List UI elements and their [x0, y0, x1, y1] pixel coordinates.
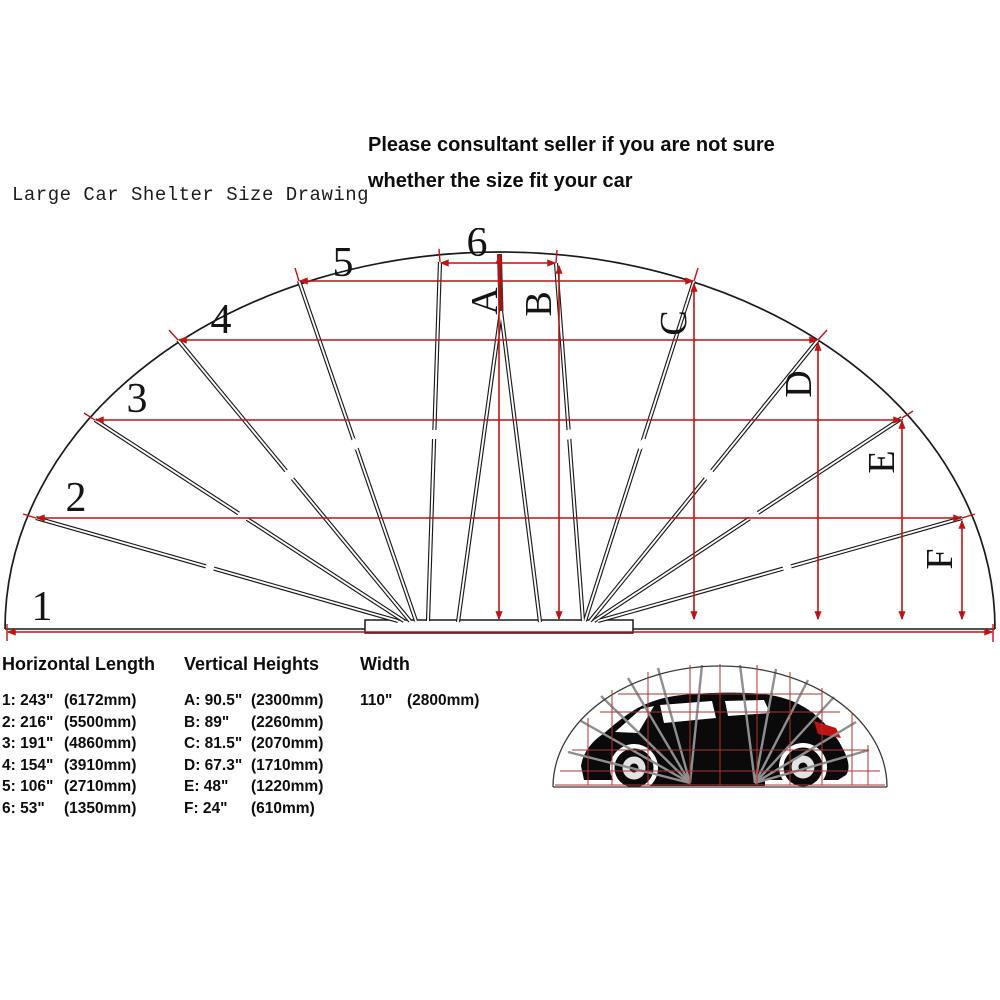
spec-row: 110" (2800mm) [360, 692, 480, 709]
spec-row: 3: 191" (4860mm) [2, 735, 137, 753]
size-diagram-svg [0, 228, 1000, 652]
v-label-F: F [919, 548, 961, 570]
h-label-4: 4 [210, 297, 232, 343]
base-rail [365, 620, 633, 633]
v-label-A: A [464, 287, 506, 315]
car-silhouette [581, 693, 849, 792]
car-shelter-preview-svg [535, 653, 900, 795]
h-label-3: 3 [126, 376, 148, 422]
seller-note-line2: whether the size fit your car [368, 170, 633, 192]
spec-row: C: 81.5" (2070mm) [184, 735, 324, 753]
spec-row: B: 89" (2260mm) [184, 713, 324, 731]
spec-row: 2: 216" (5500mm) [2, 713, 137, 731]
width-spec [360, 654, 520, 712]
v-label-B: B [518, 291, 560, 317]
page-title: Large Car Shelter Size Drawing [12, 184, 370, 206]
h-label-5: 5 [332, 240, 354, 286]
horizontal-length-list [2, 654, 182, 820]
h-label-2: 2 [65, 475, 87, 521]
spec-row: D: 67.3" (1710mm) [184, 756, 324, 774]
vertical-heights-list [184, 654, 362, 820]
width-heading: Width [360, 654, 410, 674]
v-label-D: D [778, 370, 820, 398]
spec-row: 6: 53" (1350mm) [2, 799, 137, 817]
v-label-E: E [861, 450, 903, 474]
seller-note-line1: Please consultant seller if you are not sure [368, 134, 775, 156]
v-label-C: C [653, 310, 695, 336]
spec-row: 1: 243" (6172mm) [2, 692, 137, 709]
horizontal-length-heading: Horizontal Length [2, 654, 155, 674]
h-label-6: 6 [466, 228, 488, 266]
dimension-labels [32, 228, 962, 630]
spec-row: F: 24" (610mm) [184, 799, 315, 817]
vertical-heights-heading: Vertical Heights [184, 654, 320, 674]
spec-row: E: 48" (1220mm) [184, 778, 324, 796]
spec-row: 5: 106" (2710mm) [2, 778, 137, 796]
h-label-1: 1 [31, 584, 53, 630]
spec-row: A: 90.5" (2300mm) [184, 692, 324, 709]
seller-note [368, 127, 788, 199]
spec-row: 4: 154" (3910mm) [2, 756, 137, 774]
